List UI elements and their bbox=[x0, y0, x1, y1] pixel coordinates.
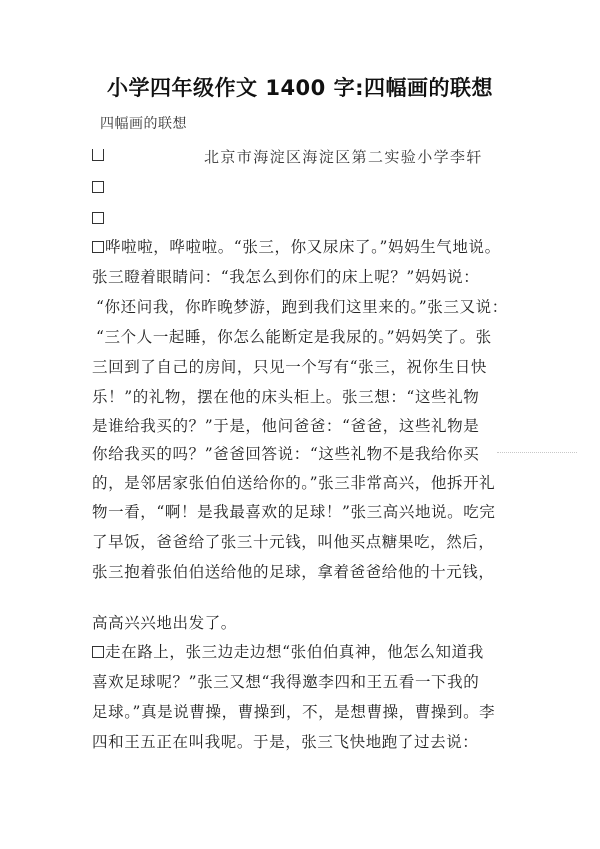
paragraph-line: 四和王五正在叫我呢。于是，张三飞快地跑了过去说： bbox=[92, 733, 479, 751]
paragraph-line: 高高兴兴地出发了。 bbox=[92, 614, 237, 632]
paragraph-line: 张三瞪着眼睛问：“我怎么到你们的床上呢？”妈妈说： bbox=[92, 268, 480, 286]
document-title: 小学四年级作文 1400 字:四幅画的联想 bbox=[107, 76, 493, 100]
missing-glyph-box-icon bbox=[92, 646, 104, 658]
paragraph-line: “你还问我，你昨晚梦游，跑到我们这里来的。”张三又说： bbox=[96, 298, 508, 316]
paragraph-line: 物一看，“啊！是我最喜欢的足球！”张三高兴地说。吃完 bbox=[92, 503, 496, 521]
missing-glyph-box-icon bbox=[92, 181, 104, 193]
paragraph-line: 张三抱着张伯伯送给他的足球，拿着爸爸给他的十元钱， bbox=[92, 563, 495, 581]
paragraph-line: 你给我买的吗？”爸爸回答说：“这些礼物不是我给你买 bbox=[92, 445, 480, 463]
author-line bbox=[92, 145, 105, 165]
missing-glyph-box-icon bbox=[92, 149, 104, 161]
author-info: 北京市海淀区海淀区第二实验小学李轩 bbox=[204, 148, 483, 166]
paragraph-line: 喜欢足球呢？”张三又想“我得邀李四和王五看一下我的 bbox=[92, 673, 480, 691]
dotted-rule bbox=[497, 452, 577, 453]
paragraph-line: 走在路上，张三边走边想“张伯伯真神，他怎么知道我 bbox=[92, 642, 484, 662]
blank-line bbox=[92, 208, 105, 228]
paragraph-line: 了早饭，爸爸给了张三十元钱，叫他买点糖果吃，然后， bbox=[92, 533, 495, 551]
paragraph-line: 三回到了自己的房间，只见一个写有“张三，祝你生日快 bbox=[92, 358, 487, 376]
missing-glyph-box-icon bbox=[92, 241, 104, 253]
paragraph-line: 乐！”的礼物，摆在他的床头柜上。张三想：“这些礼物 bbox=[92, 388, 480, 406]
blank-line bbox=[92, 177, 105, 197]
paragraph-line: 足球。”真是说曹操，曹操到，不，是想曹操，曹操到。李 bbox=[92, 703, 496, 721]
paragraph-line: 的，是邻居家张伯伯送给你的。”张三非常高兴，他拆开礼 bbox=[92, 474, 496, 492]
paragraph-line: 哗啦啦，哗啦啦。“张三，你又尿床了。”妈妈生气地说。 bbox=[92, 237, 501, 257]
missing-glyph-box-icon bbox=[92, 212, 104, 224]
paragraph-line: “三个人一起睡，你怎么能断定是我尿的。”妈妈笑了。张 bbox=[96, 328, 492, 346]
paragraph-line: 是谁给我买的？”于是，他问爸爸：“爸爸，这些礼物是 bbox=[92, 417, 480, 435]
document-subtitle: 四幅画的联想 bbox=[100, 116, 187, 132]
